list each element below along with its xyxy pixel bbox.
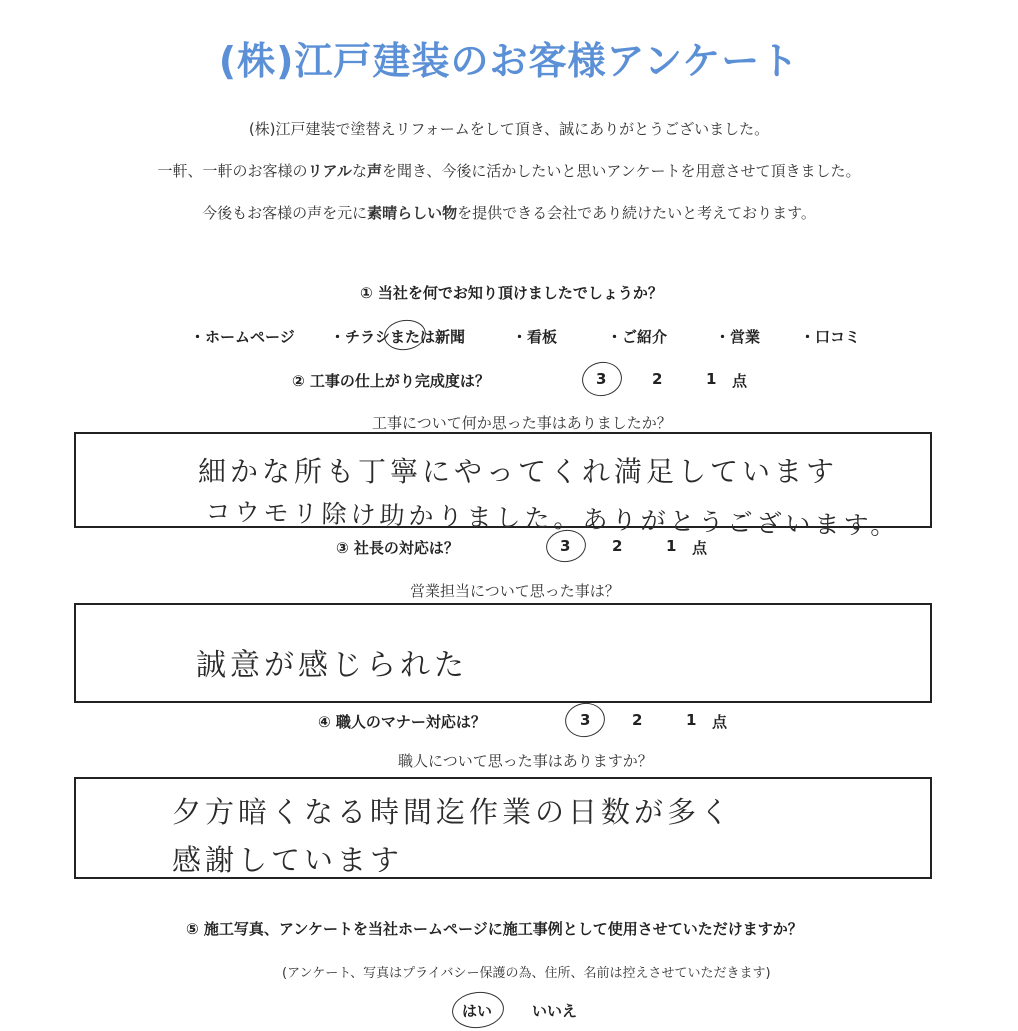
q2-answer-line-2: コウモリ除け助かりました。ありがとうございます。 [205,496,900,541]
q4-rating-2[interactable]: 2 [632,711,643,729]
q4-rating-3[interactable]: 3 [580,711,591,729]
q1-option-signboard[interactable]: ・看板 [512,328,558,346]
q2-answer-line-1: 細かな所も丁寧にやってくれ満足しています [198,455,839,488]
q4-rating-1[interactable]: 1 [686,711,697,729]
q1-option-word-of-mouth[interactable]: ・口コミ [800,328,861,346]
q5-option-no[interactable]: いいえ [532,1002,578,1020]
q5-label: ⑤ 施工写真、アンケートを当社ホームページに施工事例として使用させていただけますか？ [186,920,803,938]
intro-line-3-part-a: 今後もお客様の声を元に [202,204,368,222]
q4-points-unit: 点 [712,713,728,731]
intro-line-3-emph: 素晴らしい物 [367,204,458,222]
page-title: (株)江戸建装のお客様アンケート [218,39,800,83]
intro-line-2 [0,160,1018,181]
intro-line-2-part-e: を聞き、今後に活かしたいと思いアンケートを用意させて頂きました。 [381,162,861,180]
q2-comment-prompt: 工事について何か思った事はありましたか？ [372,414,672,432]
q2-label: ② 工事の仕上がり完成度は？ [292,372,490,390]
intro-line-3 [0,202,1018,223]
q4-label: ④ 職人のマナー対応は？ [318,713,486,731]
q3-rating-2[interactable]: 2 [612,537,623,555]
q2-rating-3[interactable]: 3 [596,370,607,388]
intro-line-2-part-a: 一軒、一軒のお客様の [157,162,308,180]
q3-points-unit: 点 [692,539,708,557]
q2-rating-circle [579,359,624,399]
q5-selection-circle [450,989,505,1030]
q3-label: ③ 社長の対応は？ [336,539,459,557]
intro-line-3-part-c: を提供できる会社であり続けたいと考えております。 [457,204,816,222]
intro-line-1: (株)江戸建装で塗替えリフォームをして頂き、誠にありがとうございました。 [248,120,770,138]
intro-line-2-emph-real: リアル [307,162,352,180]
q4-rating-circle [562,700,607,740]
q3-answer-line-1: 誠意が感じられた [196,648,468,683]
q1-selection-mark [382,317,428,353]
q4-comment-prompt: 職人について思った事はありますか？ [398,752,653,770]
q5-privacy-note: (アンケート、写真はプライバシー保護の為、住所、名前は控えさせていただきます) [282,966,771,981]
q2-points-unit: 点 [732,372,748,390]
intro-line-2-part-c: な [351,162,367,180]
q1-label: ① 当社を何でお知り頂けましたでしょうか？ [360,284,663,302]
q4-answer-line-1: 夕方暗くなる時間迄作業の日数が多く [172,795,734,829]
q3-comment-prompt: 営業担当について思った事は？ [410,582,620,600]
q2-rating-2[interactable]: 2 [652,370,663,388]
q5-option-yes[interactable]: はい [462,1002,493,1020]
q1-option-referral[interactable]: ・ご紹介 [607,328,668,346]
intro-line-2-emph-voice: 声 [366,162,382,180]
q3-rating-1[interactable]: 1 [666,537,677,555]
q1-option-homepage[interactable]: ・ホームページ [190,328,295,346]
q1-option-sales[interactable]: ・営業 [715,328,761,346]
q3-rating-3[interactable]: 3 [560,537,571,555]
q1-option-flyer-newspaper[interactable]: ・チラシまたは新聞 [330,328,466,346]
q2-rating-1[interactable]: 1 [706,370,717,388]
q4-answer-line-2: 感謝しています [172,843,404,877]
